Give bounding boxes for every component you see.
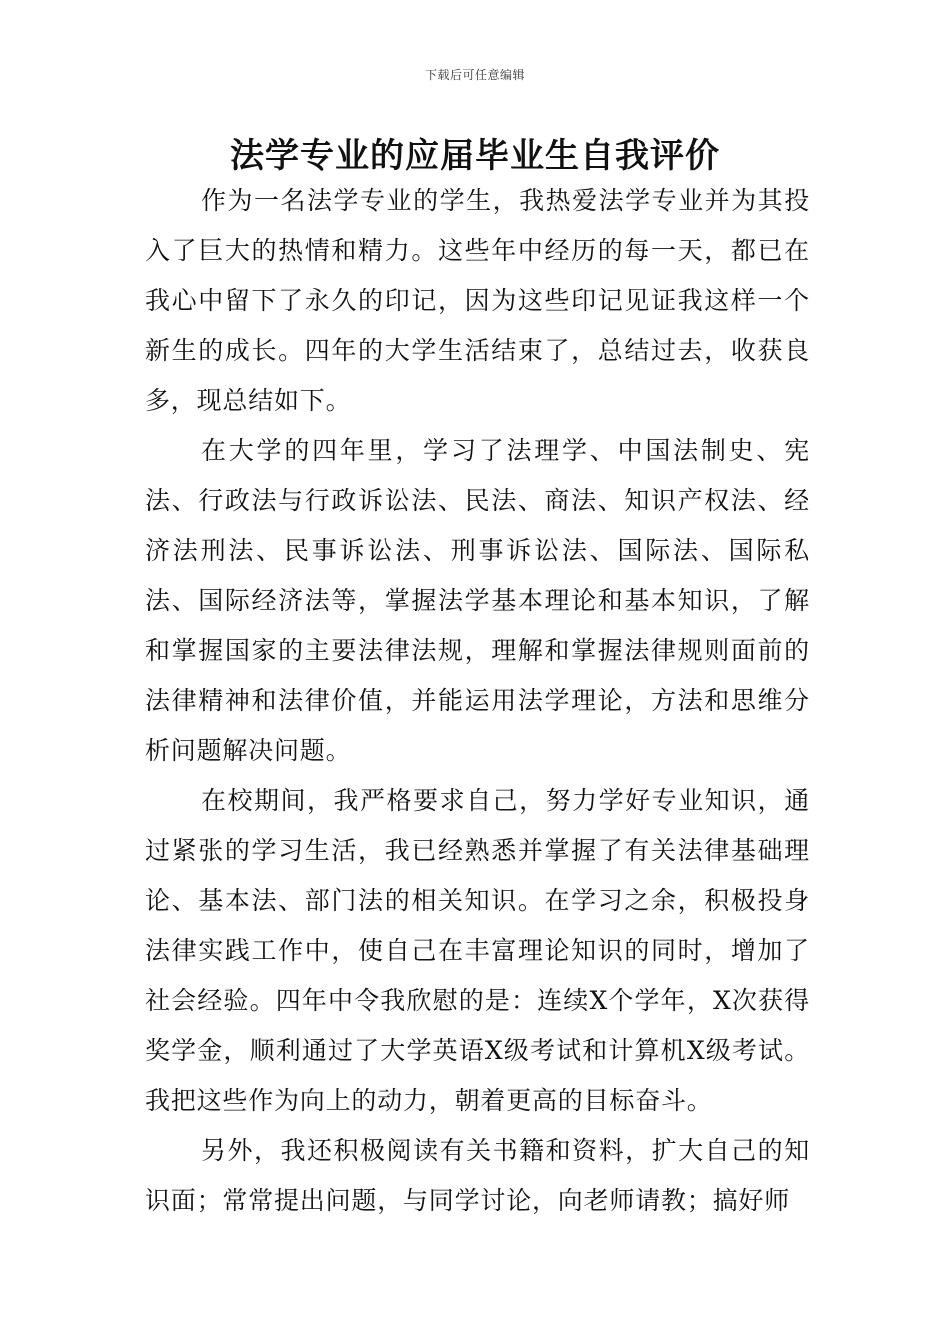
paragraph-additional: 另外，我还积极阅读有关书籍和资料，扩大自己的知识面；常常提出问题，与同学讨论，向老师请教；搞好师	[145, 1136, 810, 1215]
header-note: 下载后可任意编辑	[424, 68, 525, 82]
paragraph-courses: 在大学的四年里，学习了法理学、中国法制史、宪法、行政法与行政诉讼法、民法、商法、知识产权法、经济法刑法、民事诉讼法、刑事诉讼法、国际法、国际私法、国际经济法等，掌握法学基本理论和基本知识，了解和掌握国家的主要法律法规，理解和掌握法律规则面前的法律精神和法律价值，并能运用法学理论，方法和思维分析问题解决问题。	[145, 436, 810, 765]
paragraph-intro: 作为一名法学专业的学生，我热爱法学专业并为其投入了巨大的热情和精力。这些年中经历的每一天，都已在我心中留下了永久的印记，因为这些印记见证我这样一个新生的成长。四年的大学生活结束了，总结过去，收获良多，现总结如下。	[145, 186, 810, 415]
document-title: 法学专业的应届毕业生自我评价	[230, 136, 720, 176]
document-body	[145, 176, 810, 1226]
paragraph-achievements: 在校期间，我严格要求自己，努力学好专业知识，通过紧张的学习生活，我已经熟悉并掌握了有关法律基础理论、基本法、部门法的相关知识。在学习之余，积极投身法律实践工作中，使自己在丰富理论知识的同时，增加了社会经验。四年中令我欣慰的是：连续X个学年，X次获得奖学金，顺利通过了大学英语X级考试和计算机X级考试。我把这些作为向上的动力，朝着更高的目标奋斗。	[145, 786, 810, 1115]
